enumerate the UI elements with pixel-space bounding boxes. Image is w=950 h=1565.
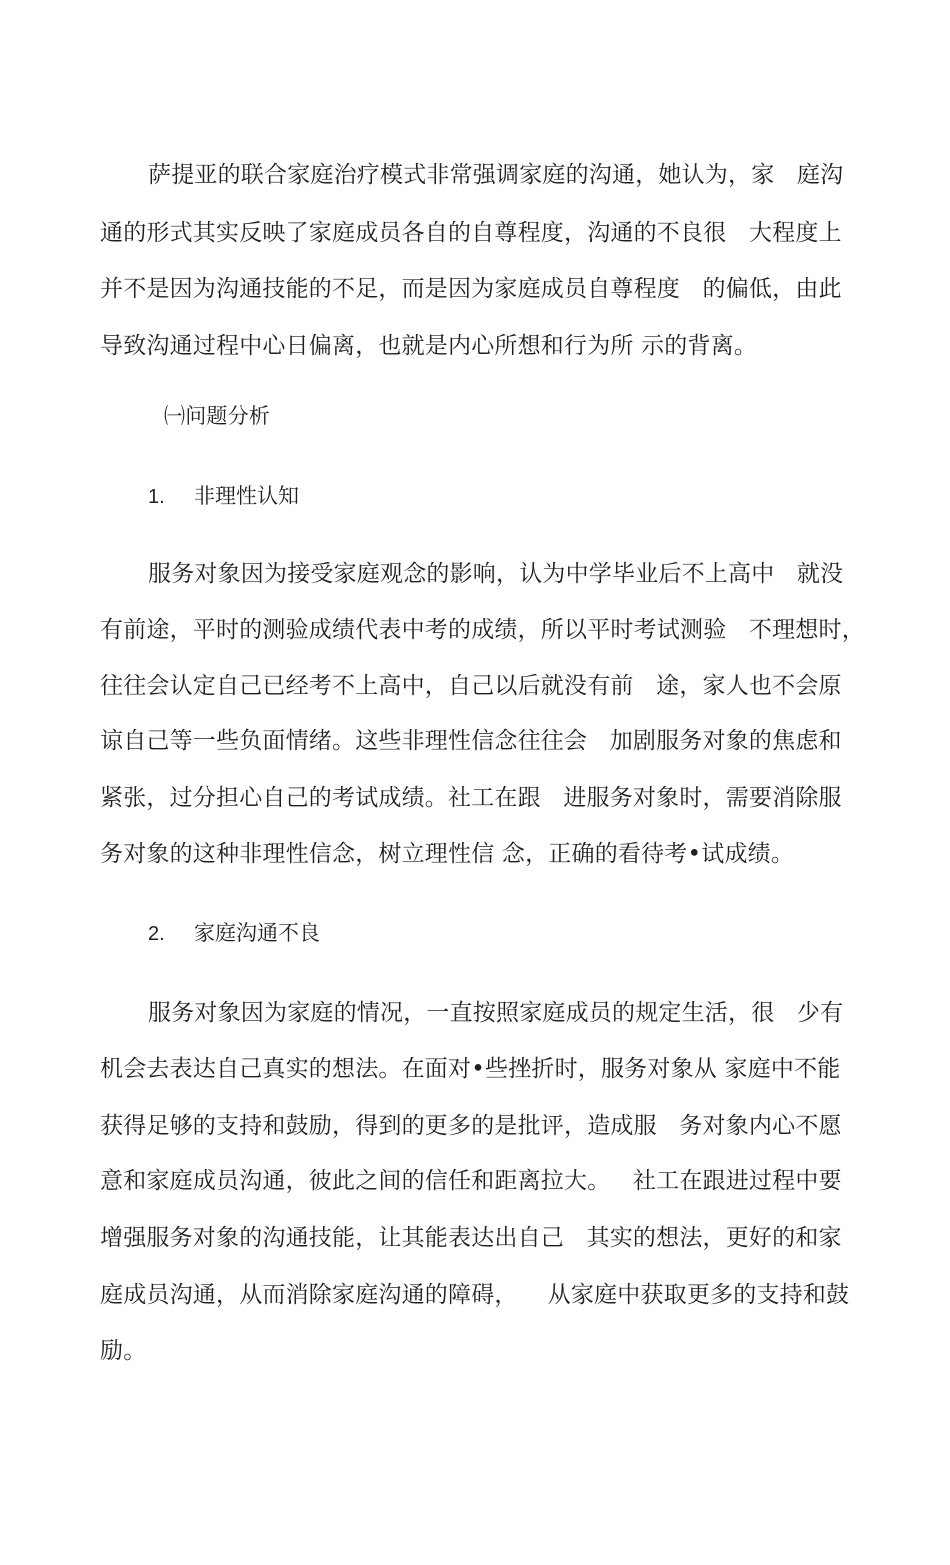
section-heading: ㈠问题分析 — [164, 404, 270, 428]
paragraph-2-line-2: 有前途，平时的测验成绩代表中考的成绩，所以平时考试测验 不理想时， — [100, 617, 865, 643]
paragraph-3-line-7: 励。 — [100, 1338, 147, 1364]
paragraph-3-line-5: 增强服务对象的沟通技能，让其能表达出自己 其实的想法，更好的和家 — [100, 1225, 842, 1251]
paragraph-3-line-4: 意和家庭成员沟通，彼此之间的信任和距离拉大。 社工在跟进过程中要 — [100, 1168, 842, 1194]
paragraph-3-line-2: 机会去表达自己真实的想法。在面对•些挫折时，服务对象从 家庭中不能 — [100, 1056, 841, 1082]
paragraph-1-line-2: 通的形式其实反映了家庭成员各自的自尊程度，沟通的不良很 大程度上 — [100, 220, 842, 246]
item-1-heading — [148, 481, 299, 512]
paragraph-1-line-3: 并不是因为沟通技能的不足，而是因为家庭成员自尊程度 的偏低，由此 — [100, 276, 842, 302]
item-2-title: 家庭沟通不良 — [194, 921, 320, 945]
item-2-number: 2. — [148, 923, 165, 945]
paragraph-2-line-5: 紧张，过分担心自己的考试成绩。社工在跟 进服务对象时，需要消除服 — [100, 785, 842, 811]
paragraph-3-line-1: 服务对象因为家庭的情况，一直按照家庭成员的规定生活，很 少有 — [148, 1000, 844, 1026]
paragraph-2-line-3: 往往会认定自己已经考不上高中，自己以后就没有前 途，家人也不会原 — [100, 673, 842, 699]
paragraph-1-line-1: 萨提亚的联合家庭治疗模式非常强调家庭的沟通，她认为，家 庭沟 — [148, 162, 844, 188]
paragraph-3-line-6: 庭成员沟通，从而消除家庭沟通的障碍， 从家庭中获取更多的支持和鼓 — [100, 1282, 850, 1308]
item-1-title: 非理性认知 — [194, 484, 299, 508]
item-1-number: 1. — [148, 486, 165, 508]
item-2-heading — [148, 918, 320, 949]
paragraph-2-line-4: 谅自己等一些负面情绪。这些非理性信念往往会 加剧服务对象的焦虑和 — [100, 728, 842, 754]
paragraph-2-line-1: 服务对象因为接受家庭观念的影响，认为中学毕业后不上高中 就没 — [148, 561, 844, 587]
paragraph-1-line-4: 导致沟通过程中心日偏离，也就是内心所想和行为所 示的背离。 — [100, 333, 758, 359]
paragraph-3-line-3: 获得足够的支持和鼓励，得到的更多的是批评，造成服 务对象内心不愿 — [100, 1113, 842, 1139]
paragraph-2-line-6: 务对象的这种非理性信念，树立理性信 念，正确的看待考•试成绩。 — [100, 841, 795, 867]
